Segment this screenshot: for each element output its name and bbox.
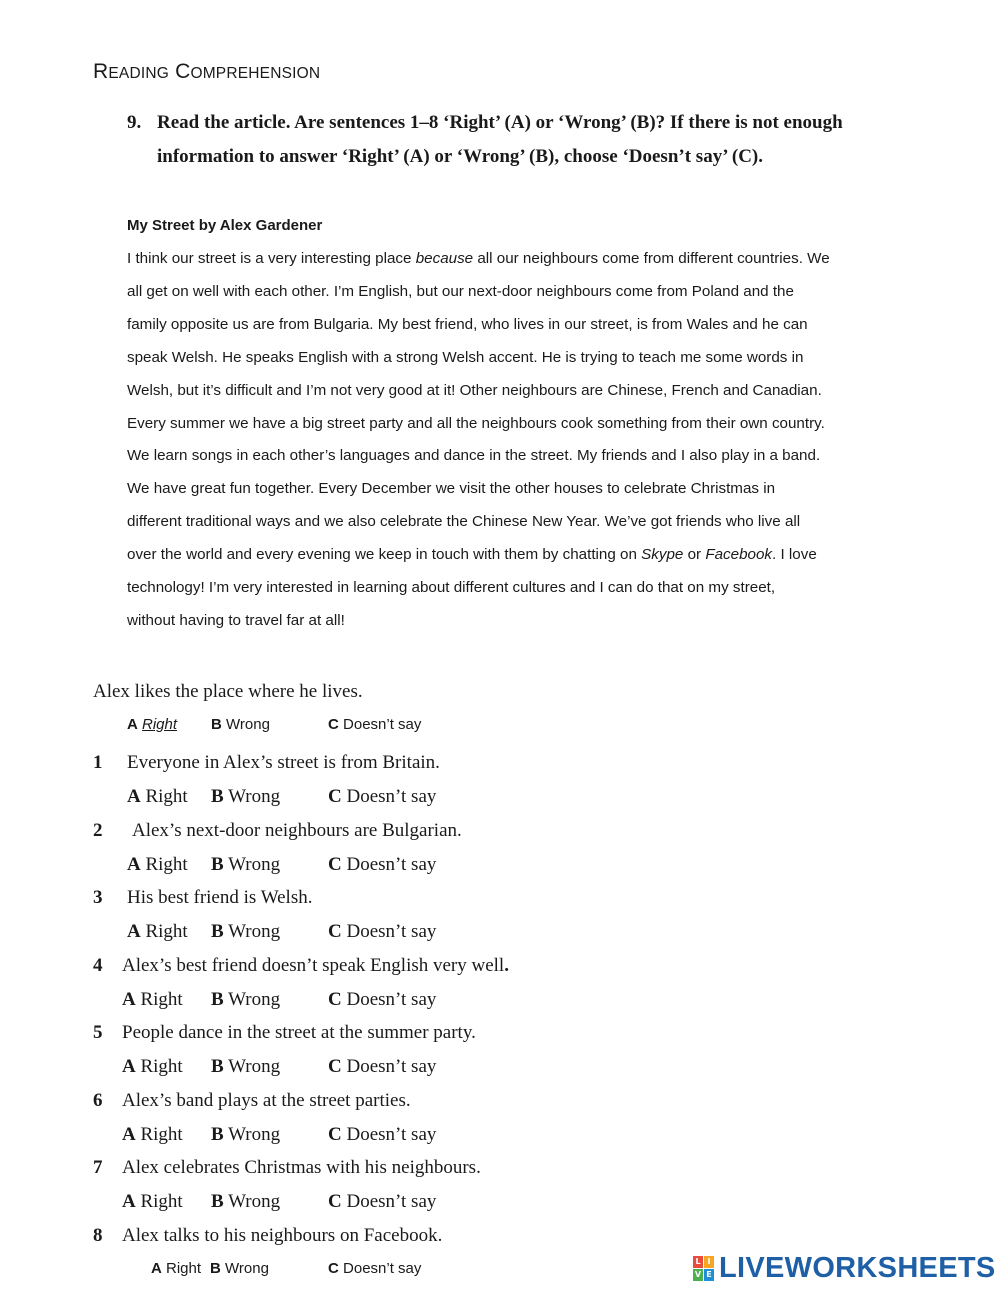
- question-text: Alex’s band plays at the street parties.: [122, 1090, 411, 1111]
- article-line: family opposite us are from Bulgaria. My best friend, who lives in our street, is from Wales and he can: [127, 315, 808, 333]
- option-a[interactable]: A Right: [122, 1124, 183, 1145]
- article-line: Welsh, but it’s difficult and I’m not very good at it! Other neighbours are Chinese, French and Canadian.: [127, 381, 822, 399]
- option-c[interactable]: C Doesn’t say: [328, 786, 437, 807]
- question-text: Everyone in Alex’s street is from Britain.: [127, 752, 440, 773]
- article-line: We learn songs in each other’s languages and dance in the street. My friends and I also play in a band.: [127, 447, 821, 465]
- example-question: Alex likes the place where he lives.: [93, 681, 363, 702]
- option-b[interactable]: B Wrong: [211, 854, 281, 875]
- question-number: 5: [93, 1022, 103, 1043]
- question-text: Alex talks to his neighbours on Facebook.: [122, 1225, 443, 1246]
- section-heading: READING COMPREHENSION: [93, 60, 321, 83]
- option-a[interactable]: A Right: [151, 1260, 202, 1277]
- question-number: 3: [93, 887, 103, 908]
- question-text: Alex’s next-door neighbours are Bulgarian.: [132, 820, 462, 841]
- option-a[interactable]: A Right: [122, 1056, 183, 1077]
- question-number: 6: [93, 1090, 103, 1111]
- question-text: Alex celebrates Christmas with his neighbours.: [122, 1157, 481, 1178]
- option-a[interactable]: A Right: [127, 854, 188, 875]
- article-line: Every summer we have a big street party and all the neighbours cook something from their own country.: [127, 414, 825, 432]
- instruction-line-2: information to answer ‘Right’ (A) or ‘Wrong’ (B), choose ‘Doesn’t say’ (C).: [157, 146, 763, 167]
- article-line: speak Welsh. He speaks English with a strong Welsh accent. He is trying to teach me some words in: [127, 348, 804, 366]
- question-text: His best friend is Welsh.: [127, 887, 313, 908]
- option-b[interactable]: B Wrong: [211, 1191, 281, 1212]
- example-option-a[interactable]: A Right: [127, 716, 178, 733]
- question-number: 2: [93, 820, 103, 841]
- option-c[interactable]: C Doesn’t say: [328, 854, 437, 875]
- option-c[interactable]: C Doesn’t say: [328, 1056, 437, 1077]
- option-b[interactable]: B Wrong: [210, 1260, 269, 1277]
- option-b[interactable]: B Wrong: [211, 989, 281, 1010]
- example-option-b[interactable]: B Wrong: [211, 716, 270, 733]
- option-c[interactable]: C Doesn’t say: [328, 1260, 422, 1277]
- article-line: different traditional ways and we also celebrate the Chinese New Year. We’ve got friends who live all: [127, 513, 801, 531]
- option-c[interactable]: C Doesn’t say: [328, 921, 437, 942]
- article-line: without having to travel far at all!: [127, 611, 345, 629]
- question-number: 7: [93, 1157, 103, 1178]
- article-line: I think our street is a very interesting place because all our neighbours come from different countries. We: [127, 250, 830, 267]
- question-text: People dance in the street at the summer party.: [122, 1022, 476, 1043]
- article-line: We have great fun together. Every December we visit the other houses to celebrate Christmas in: [127, 480, 776, 498]
- option-b[interactable]: B Wrong: [211, 786, 281, 807]
- article-line: technology! I’m very interested in learning about different cultures and I can do that on my street,: [127, 579, 776, 596]
- option-c[interactable]: C Doesn’t say: [328, 989, 437, 1010]
- instruction-number: 9.: [127, 112, 142, 133]
- option-b[interactable]: B Wrong: [211, 921, 281, 942]
- liveworksheets-logo: [693, 1252, 996, 1285]
- logo-text: LIVEWORKSHEETS: [719, 1252, 996, 1284]
- option-b[interactable]: B Wrong: [211, 1056, 281, 1077]
- logo-mark-icon: L I V E: [693, 1255, 717, 1283]
- option-a[interactable]: A Right: [127, 921, 188, 942]
- option-b[interactable]: B Wrong: [211, 1124, 281, 1145]
- question-number: 4: [93, 955, 103, 976]
- instruction-line-1: Read the article. Are sentences 1–8 ‘Right’ (A) or ‘Wrong’ (B)? If there is not enough: [157, 112, 843, 133]
- article-line: over the world and every evening we keep in touch with them by chatting on Skype or Facebook. I love: [127, 546, 817, 564]
- option-a[interactable]: A Right: [127, 786, 188, 807]
- article-line: all get on well with each other. I’m English, but our next-door neighbours come from Poland and the: [127, 282, 794, 300]
- question-number: 1: [93, 752, 103, 773]
- question-number: 8: [93, 1225, 103, 1246]
- option-a[interactable]: A Right: [122, 1191, 183, 1212]
- option-c[interactable]: C Doesn’t say: [328, 1124, 437, 1145]
- option-c[interactable]: C Doesn’t say: [328, 1191, 437, 1212]
- article-title: My Street by Alex Gardener: [127, 217, 323, 234]
- example-option-c[interactable]: C Doesn’t say: [328, 716, 422, 733]
- question-text: Alex’s best friend doesn’t speak English very well.: [122, 955, 509, 976]
- option-a[interactable]: A Right: [122, 989, 183, 1010]
